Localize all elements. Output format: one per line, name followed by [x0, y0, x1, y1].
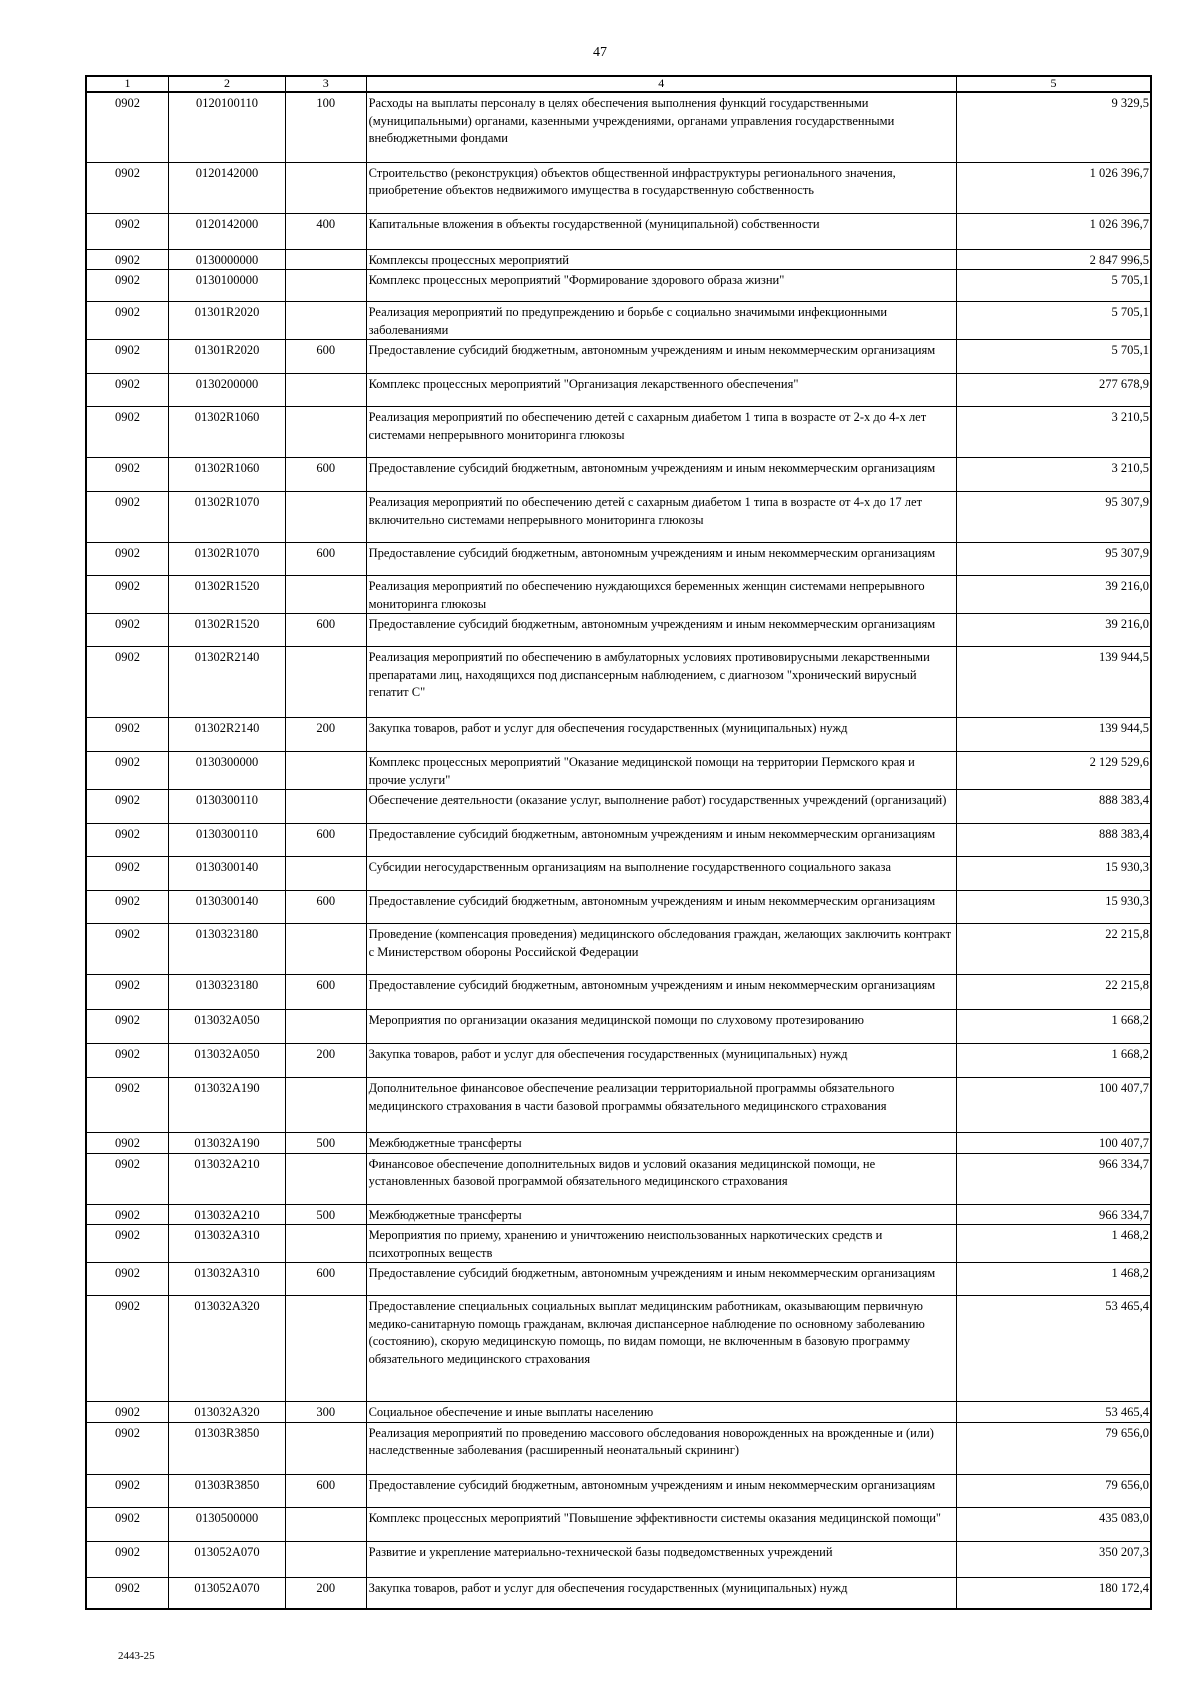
target-code-cell: 013032А050: [169, 1010, 286, 1044]
target-code-cell: 0130000000: [169, 249, 286, 270]
table-row: [86, 492, 1151, 543]
target-code-cell: 0130323180: [169, 975, 286, 1010]
description-cell: Комплекс процессных мероприятий "Организация лекарственного обеспечения": [366, 374, 956, 407]
expense-type-cell: [285, 162, 366, 213]
amount-cell: 15 930,3: [957, 891, 1152, 924]
target-code-cell: 0130300140: [169, 857, 286, 891]
description-cell: Предоставление субсидий бюджетным, автономным учреждениям и иным некоммерческим организациям: [366, 614, 956, 647]
amount-cell: 3 210,5: [957, 407, 1152, 458]
table-row: [86, 543, 1151, 576]
description-cell: Капитальные вложения в объекты государственной (муниципальной) собственности: [366, 213, 956, 249]
amount-cell: 79 656,0: [957, 1474, 1152, 1507]
target-code-cell: 01303R3850: [169, 1422, 286, 1474]
section-code-cell: 0902: [86, 824, 169, 857]
target-code-cell: 0130300000: [169, 752, 286, 790]
expense-type-cell: 600: [285, 543, 366, 576]
table-row: [86, 1507, 1151, 1541]
description-cell: Реализация мероприятий по предупреждению и борьбе с социально значимыми инфекционными заболеваниями: [366, 302, 956, 340]
section-code-cell: 0902: [86, 270, 169, 302]
table-row: [86, 213, 1151, 249]
section-code-cell: 0902: [86, 718, 169, 752]
section-code-cell: 0902: [86, 1474, 169, 1507]
section-code-cell: 0902: [86, 1204, 169, 1225]
section-code-cell: 0902: [86, 1153, 169, 1204]
table-row: [86, 752, 1151, 790]
page-number: 47: [593, 45, 607, 60]
table-row: [86, 1577, 1151, 1609]
section-code-cell: 0902: [86, 1133, 169, 1154]
expense-type-cell: 200: [285, 1044, 366, 1078]
amount-cell: 39 216,0: [957, 576, 1152, 614]
section-code-cell: 0902: [86, 924, 169, 975]
description-cell: Расходы на выплаты персоналу в целях обеспечения выполнения функций государственными (муниципальными) органами, казенными учреждениями, органами управления государственными внебюджетными фондами: [366, 92, 956, 162]
section-code-cell: 0902: [86, 407, 169, 458]
table-row: [86, 1204, 1151, 1225]
expense-type-cell: 100: [285, 92, 366, 162]
amount-cell: 95 307,9: [957, 492, 1152, 543]
amount-cell: 966 334,7: [957, 1204, 1152, 1225]
amount-cell: 2 847 996,5: [957, 249, 1152, 270]
target-code-cell: 01302R1070: [169, 492, 286, 543]
description-cell: Комплексы процессных мероприятий: [366, 249, 956, 270]
expense-type-cell: 600: [285, 340, 366, 374]
description-cell: Комплекс процессных мероприятий "Оказание медицинской помощи на территории Пермского края и прочие услуги": [366, 752, 956, 790]
amount-cell: 5 705,1: [957, 270, 1152, 302]
table-row: [86, 374, 1151, 407]
target-code-cell: 01302R1060: [169, 407, 286, 458]
table-row: [86, 249, 1151, 270]
description-cell: Обеспечение деятельности (оказание услуг, выполнение работ) государственных учреждений (организаций): [366, 790, 956, 824]
expense-type-cell: 600: [285, 975, 366, 1010]
expense-type-cell: [285, 1507, 366, 1541]
target-code-cell: 0120100110: [169, 92, 286, 162]
section-code-cell: 0902: [86, 458, 169, 492]
amount-cell: 22 215,8: [957, 924, 1152, 975]
table-row: [86, 857, 1151, 891]
description-cell: Мероприятия по приему, хранению и уничтожению неиспользованных наркотических средств и психотропных веществ: [366, 1225, 956, 1263]
section-code-cell: 0902: [86, 647, 169, 718]
description-cell: Межбюджетные трансферты: [366, 1133, 956, 1154]
amount-cell: 2 129 529,6: [957, 752, 1152, 790]
expense-type-cell: 600: [285, 824, 366, 857]
description-cell: Дополнительное финансовое обеспечение реализации территориальной программы обязательного медицинского страхования в части базовой программы обязательного медицинского страхования: [366, 1078, 956, 1133]
target-code-cell: 01302R1060: [169, 458, 286, 492]
description-cell: Проведение (компенсация проведения) медицинского обследования граждан, желающих заключить контракт с Министерством обороны Российской Федерации: [366, 924, 956, 975]
amount-cell: 435 083,0: [957, 1507, 1152, 1541]
expense-type-cell: [285, 1422, 366, 1474]
amount-cell: 1 468,2: [957, 1225, 1152, 1263]
description-cell: Закупка товаров, работ и услуг для обеспечения государственных (муниципальных) нужд: [366, 718, 956, 752]
amount-cell: 277 678,9: [957, 374, 1152, 407]
expense-type-cell: [285, 492, 366, 543]
amount-cell: 1 668,2: [957, 1010, 1152, 1044]
section-code-cell: 0902: [86, 302, 169, 340]
table-row: [86, 270, 1151, 302]
amount-cell: 1 026 396,7: [957, 162, 1152, 213]
description-cell: Предоставление субсидий бюджетным, автономным учреждениям и иным некоммерческим организациям: [366, 975, 956, 1010]
expense-type-cell: [285, 1296, 366, 1402]
target-code-cell: 0120142000: [169, 162, 286, 213]
target-code-cell: 013032А310: [169, 1263, 286, 1296]
section-code-cell: 0902: [86, 576, 169, 614]
expense-type-cell: 600: [285, 458, 366, 492]
amount-cell: 3 210,5: [957, 458, 1152, 492]
amount-cell: 350 207,3: [957, 1541, 1152, 1577]
section-code-cell: 0902: [86, 752, 169, 790]
target-code-cell: 013032А050: [169, 1044, 286, 1078]
table-row: [86, 891, 1151, 924]
amount-cell: 180 172,4: [957, 1577, 1152, 1609]
table-row: [86, 824, 1151, 857]
amount-cell: 966 334,7: [957, 1153, 1152, 1204]
expense-type-cell: [285, 752, 366, 790]
column-header: 2: [169, 76, 286, 92]
target-code-cell: 01301R2020: [169, 340, 286, 374]
table-row: [86, 1225, 1151, 1263]
table-row: [86, 975, 1151, 1010]
target-code-cell: 0130300140: [169, 891, 286, 924]
expense-type-cell: [285, 576, 366, 614]
description-cell: Предоставление субсидий бюджетным, автономным учреждениям и иным некоммерческим организациям: [366, 458, 956, 492]
table-row: [86, 1263, 1151, 1296]
expense-type-cell: 500: [285, 1204, 366, 1225]
table-row: [86, 1402, 1151, 1423]
description-cell: Предоставление субсидий бюджетным, автономным учреждениям и иным некоммерческим организациям: [366, 891, 956, 924]
budget-table: [85, 75, 1152, 1610]
amount-cell: 888 383,4: [957, 790, 1152, 824]
section-code-cell: 0902: [86, 92, 169, 162]
expense-type-cell: 600: [285, 1474, 366, 1507]
amount-cell: 1 468,2: [957, 1263, 1152, 1296]
description-cell: Предоставление субсидий бюджетным, автономным учреждениям и иным некоммерческим организациям: [366, 824, 956, 857]
description-cell: Предоставление специальных социальных выплат медицинским работникам, оказывающим первичную медико-санитарную помощь гражданам, включая диспансерное наблюдение по основному заболеванию (состоянию), скорую медицинскую помощь, по видам помощи, не включенным в базовую программу обязательного медицинского страхования: [366, 1296, 956, 1402]
column-header: 5: [957, 76, 1152, 92]
target-code-cell: 01302R1070: [169, 543, 286, 576]
section-code-cell: 0902: [86, 1078, 169, 1133]
amount-cell: 53 465,4: [957, 1296, 1152, 1402]
target-code-cell: 013052А070: [169, 1577, 286, 1609]
section-code-cell: 0902: [86, 543, 169, 576]
section-code-cell: 0902: [86, 975, 169, 1010]
expense-type-cell: [285, 1010, 366, 1044]
table-row: [86, 647, 1151, 718]
table-row: [86, 302, 1151, 340]
expense-type-cell: [285, 857, 366, 891]
target-code-cell: 01301R2020: [169, 302, 286, 340]
section-code-cell: 0902: [86, 891, 169, 924]
table-row: [86, 1133, 1151, 1154]
section-code-cell: 0902: [86, 213, 169, 249]
target-code-cell: 0130200000: [169, 374, 286, 407]
section-code-cell: 0902: [86, 1225, 169, 1263]
amount-cell: 1 026 396,7: [957, 213, 1152, 249]
expense-type-cell: [285, 374, 366, 407]
expense-type-cell: 400: [285, 213, 366, 249]
description-cell: Финансовое обеспечение дополнительных видов и условий оказания медицинской помощи, не установленных базовой программой обязательного медицинского страхования: [366, 1153, 956, 1204]
amount-cell: 139 944,5: [957, 647, 1152, 718]
target-code-cell: 0130300110: [169, 824, 286, 857]
column-header: 1: [86, 76, 169, 92]
target-code-cell: 0120142000: [169, 213, 286, 249]
description-cell: Комплекс процессных мероприятий "Формирование здорового образа жизни": [366, 270, 956, 302]
table-row: [86, 340, 1151, 374]
target-code-cell: 01302R2140: [169, 718, 286, 752]
target-code-cell: 0130100000: [169, 270, 286, 302]
table-row: [86, 1541, 1151, 1577]
table-row: [86, 1078, 1151, 1133]
amount-cell: 5 705,1: [957, 302, 1152, 340]
section-code-cell: 0902: [86, 1402, 169, 1423]
description-cell: Мероприятия по организации оказания медицинской помощи по слуховому протезированию: [366, 1010, 956, 1044]
description-cell: Закупка товаров, работ и услуг для обеспечения государственных (муниципальных) нужд: [366, 1044, 956, 1078]
section-code-cell: 0902: [86, 1507, 169, 1541]
expense-type-cell: 500: [285, 1133, 366, 1154]
description-cell: Реализация мероприятий по обеспечению детей с сахарным диабетом 1 типа в возрасте от 2-х до 4-х лет системами непрерывного мониторинга глюкозы: [366, 407, 956, 458]
section-code-cell: 0902: [86, 1422, 169, 1474]
target-code-cell: 0130323180: [169, 924, 286, 975]
amount-cell: 100 407,7: [957, 1078, 1152, 1133]
description-cell: Реализация мероприятий по обеспечению в амбулаторных условиях противовирусными лекарственными препаратами лиц, находящихся под диспансерным наблюдением, с диагнозом "хронический вирусный гепатит С": [366, 647, 956, 718]
amount-cell: 79 656,0: [957, 1422, 1152, 1474]
section-code-cell: 0902: [86, 1010, 169, 1044]
expense-type-cell: 200: [285, 1577, 366, 1609]
amount-cell: 22 215,8: [957, 975, 1152, 1010]
description-cell: Межбюджетные трансферты: [366, 1204, 956, 1225]
target-code-cell: 0130300110: [169, 790, 286, 824]
section-code-cell: 0902: [86, 1296, 169, 1402]
amount-cell: 139 944,5: [957, 718, 1152, 752]
table-row: [86, 162, 1151, 213]
expense-type-cell: [285, 1078, 366, 1133]
column-header: 4: [366, 76, 956, 92]
section-code-cell: 0902: [86, 1577, 169, 1609]
description-cell: Реализация мероприятий по обеспечению нуждающихся беременных женщин системами непрерывного мониторинга глюкозы: [366, 576, 956, 614]
table-row: [86, 790, 1151, 824]
description-cell: Предоставление субсидий бюджетным, автономным учреждениям и иным некоммерческим организациям: [366, 340, 956, 374]
table-row: [86, 1010, 1151, 1044]
amount-cell: 53 465,4: [957, 1402, 1152, 1423]
expense-type-cell: 600: [285, 614, 366, 647]
target-code-cell: 01302R1520: [169, 614, 286, 647]
target-code-cell: 0130500000: [169, 1507, 286, 1541]
footer-code: 2443-25: [118, 1650, 155, 1662]
section-code-cell: 0902: [86, 492, 169, 543]
expense-type-cell: 600: [285, 891, 366, 924]
table-body: [86, 92, 1151, 1609]
column-header: 3: [285, 76, 366, 92]
expense-type-cell: [285, 302, 366, 340]
table-row: [86, 1296, 1151, 1402]
description-cell: Социальное обеспечение и иные выплаты населению: [366, 1402, 956, 1423]
target-code-cell: 01303R3850: [169, 1474, 286, 1507]
section-code-cell: 0902: [86, 790, 169, 824]
expense-type-cell: [285, 249, 366, 270]
section-code-cell: 0902: [86, 374, 169, 407]
expense-type-cell: [285, 270, 366, 302]
section-code-cell: 0902: [86, 1263, 169, 1296]
expense-type-cell: [285, 790, 366, 824]
description-cell: Закупка товаров, работ и услуг для обеспечения государственных (муниципальных) нужд: [366, 1577, 956, 1609]
description-cell: Субсидии негосударственным организациям на выполнение государственного социального заказа: [366, 857, 956, 891]
target-code-cell: 013032А320: [169, 1402, 286, 1423]
target-code-cell: 01302R1520: [169, 576, 286, 614]
amount-cell: 15 930,3: [957, 857, 1152, 891]
table-row: [86, 1044, 1151, 1078]
table-row: [86, 407, 1151, 458]
amount-cell: 888 383,4: [957, 824, 1152, 857]
section-code-cell: 0902: [86, 162, 169, 213]
table-row: [86, 924, 1151, 975]
table-row: [86, 1153, 1151, 1204]
table-row: [86, 92, 1151, 162]
expense-type-cell: 600: [285, 1263, 366, 1296]
description-cell: Предоставление субсидий бюджетным, автономным учреждениям и иным некоммерческим организациям: [366, 1474, 956, 1507]
expense-type-cell: [285, 1225, 366, 1263]
amount-cell: 39 216,0: [957, 614, 1152, 647]
description-cell: Строительство (реконструкция) объектов общественной инфраструктуры регионального значения, приобретение объектов недвижимого имущества в государственную собственность: [366, 162, 956, 213]
description-cell: Развитие и укрепление материально-технической базы подведомственных учреждений: [366, 1541, 956, 1577]
target-code-cell: 013032А210: [169, 1153, 286, 1204]
expense-type-cell: [285, 1153, 366, 1204]
expense-type-cell: 200: [285, 718, 366, 752]
expense-type-cell: [285, 407, 366, 458]
target-code-cell: 01302R2140: [169, 647, 286, 718]
expense-type-cell: [285, 1541, 366, 1577]
target-code-cell: 013032А190: [169, 1078, 286, 1133]
amount-cell: 100 407,7: [957, 1133, 1152, 1154]
description-cell: Предоставление субсидий бюджетным, автономным учреждениям и иным некоммерческим организациям: [366, 1263, 956, 1296]
description-cell: Реализация мероприятий по проведению массового обследования новорожденных на врожденные и (или) наследственные заболевания (расширенный неонатальный скрининг): [366, 1422, 956, 1474]
target-code-cell: 013032А190: [169, 1133, 286, 1154]
section-code-cell: 0902: [86, 857, 169, 891]
target-code-cell: 013052А070: [169, 1541, 286, 1577]
amount-cell: 9 329,5: [957, 92, 1152, 162]
description-cell: Предоставление субсидий бюджетным, автономным учреждениям и иным некоммерческим организациям: [366, 543, 956, 576]
table-row: [86, 718, 1151, 752]
section-code-cell: 0902: [86, 1044, 169, 1078]
table-row: [86, 1474, 1151, 1507]
section-code-cell: 0902: [86, 614, 169, 647]
target-code-cell: 013032А320: [169, 1296, 286, 1402]
section-code-cell: 0902: [86, 1541, 169, 1577]
expense-type-cell: [285, 647, 366, 718]
target-code-cell: 013032А310: [169, 1225, 286, 1263]
amount-cell: 95 307,9: [957, 543, 1152, 576]
table-row: [86, 458, 1151, 492]
section-code-cell: 0902: [86, 340, 169, 374]
expense-type-cell: 300: [285, 1402, 366, 1423]
target-code-cell: 013032А210: [169, 1204, 286, 1225]
amount-cell: 1 668,2: [957, 1044, 1152, 1078]
column-number-row: [86, 76, 1151, 92]
expense-type-cell: [285, 924, 366, 975]
table-row: [86, 614, 1151, 647]
amount-cell: 5 705,1: [957, 340, 1152, 374]
table-row: [86, 1422, 1151, 1474]
description-cell: Комплекс процессных мероприятий "Повышение эффективности системы оказания медицинской помощи": [366, 1507, 956, 1541]
description-cell: Реализация мероприятий по обеспечению детей с сахарным диабетом 1 типа в возрасте от 4-х до 17 лет включительно системами непрерывного мониторинга глюкозы: [366, 492, 956, 543]
section-code-cell: 0902: [86, 249, 169, 270]
table-row: [86, 576, 1151, 614]
